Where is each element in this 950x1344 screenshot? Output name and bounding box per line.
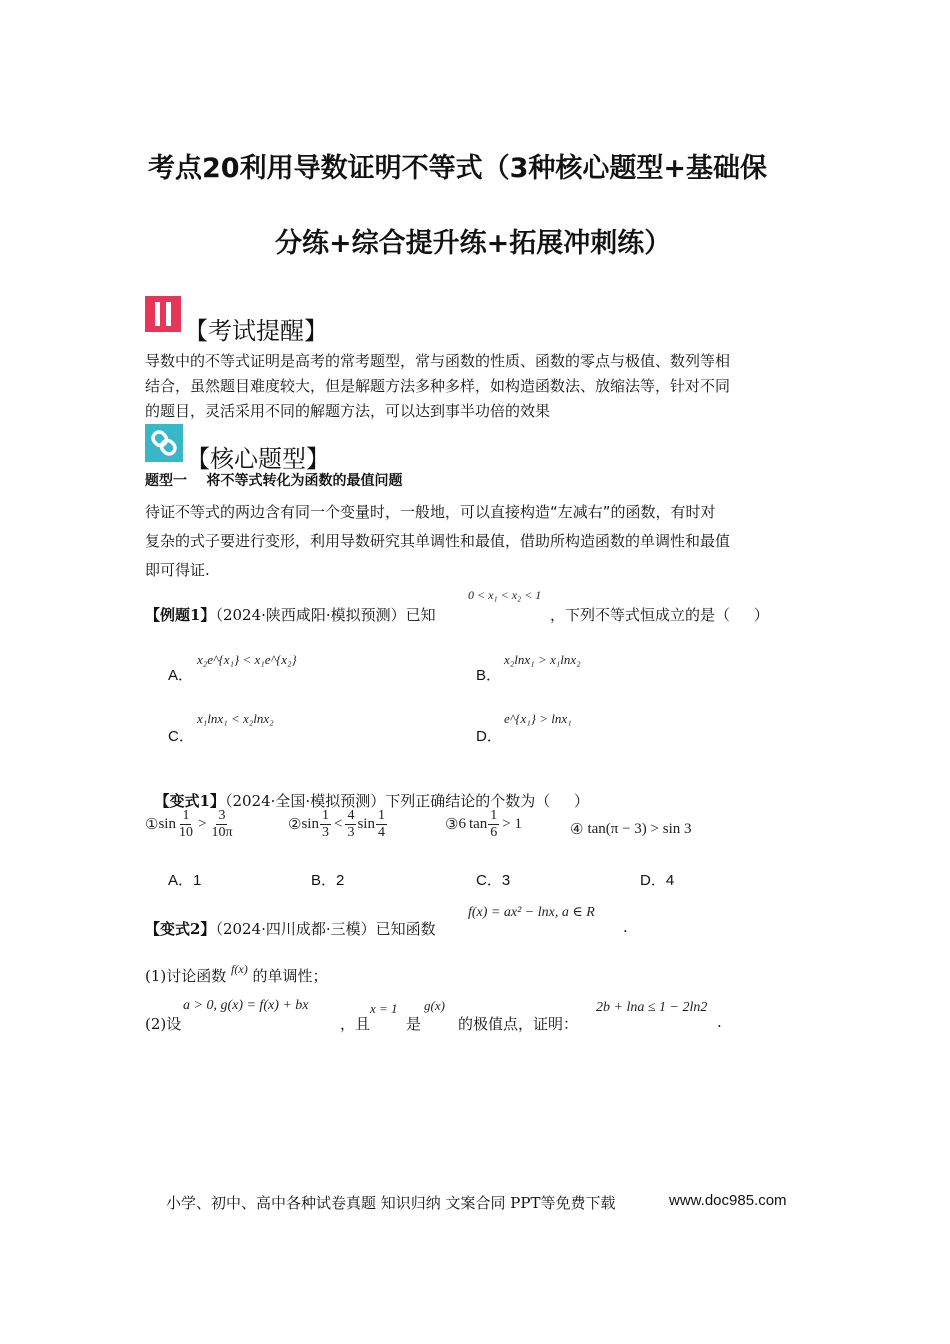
variant2-part2-mid1: ，且	[340, 1015, 371, 1033]
example1-source: （2024·陕西咸阳·模拟预测）已知	[215, 606, 436, 624]
numerator: 4	[347, 808, 355, 823]
variant2-stem	[145, 918, 436, 939]
variant2-part2-mid2: 是	[406, 1015, 422, 1033]
example1-option-d-letter: D．	[476, 728, 502, 745]
variant2-source: （2024·四川成都·三模）已知函数	[215, 920, 436, 938]
variant1-stem	[145, 772, 589, 811]
fraction	[345, 808, 356, 841]
type1-desc-line: 复杂的式子要进行变形，利用导数研究其单调性和最值，借助所构造函数的单调性和最值	[145, 532, 731, 550]
example1-option-d-expr: e^{x₁} > lnx₁	[504, 711, 572, 726]
fn-name: sin	[357, 816, 375, 832]
example1-option-b-expr: x₂lnx₁ > x₁lnx₂	[504, 652, 581, 667]
numerator: 1	[377, 808, 385, 823]
variant1-item-1	[145, 808, 236, 841]
denominator: 10	[178, 825, 193, 840]
fraction	[376, 808, 387, 841]
pause-bars-icon	[145, 296, 181, 332]
variant2-part2-condition: a > 0, g(x) = f(x) + bx	[183, 998, 309, 1013]
section-reminder-label: 【考试提醒】	[184, 317, 328, 345]
variant1-source: （2024·全国·模拟预测）下列正确结论的个数为（ ）	[224, 792, 590, 810]
variant1-option-b: B．2	[311, 872, 345, 889]
variant2-part2-x: x = 1	[370, 1001, 398, 1016]
link-chain-icon	[145, 424, 183, 462]
fraction	[177, 808, 195, 841]
variant1-item-2	[288, 808, 388, 841]
variant2-part2-g: g(x)	[424, 998, 445, 1013]
document-title-line1: 考点20利用导数证明不等式（3种核心题型+基础保	[148, 153, 767, 184]
reminder-line: 的题目，灵活采用不同的解题方法，可以达到事半功倍的效果	[145, 402, 551, 420]
fn-name: sin	[158, 816, 176, 832]
type1-desc-line: 待证不等式的两边含有同一个变量时，一般地，可以直接构造“左减右”的函数，有时对	[145, 503, 716, 521]
footer-text: 小学、初中、高中各种试卷真题 知识归纳 文案合同 PPT等免费下载	[166, 1194, 616, 1212]
type1-desc-line: 即可得证.	[145, 561, 210, 579]
denominator: 4	[377, 825, 385, 840]
denominator: 10π	[211, 825, 233, 840]
variant2-part2-end: .	[717, 1013, 722, 1031]
reminder-line: 结合，虽然题目难度较大，但是解题方法多种多样，如构造函数法、放缩法等，针对不同	[145, 377, 731, 395]
type1-heading: 题型一 将不等式转化为函数的最值问题	[145, 473, 403, 489]
fraction	[488, 808, 499, 841]
part1-func: f(x)	[231, 962, 248, 976]
type1-description	[145, 498, 815, 585]
numerator: 1	[490, 808, 498, 823]
denominator: 3	[347, 825, 355, 840]
denominator: 3	[321, 825, 329, 840]
numerator: 1	[321, 808, 329, 823]
variant1-option-a: A．1	[168, 872, 202, 889]
part1-suffix: 的单调性；	[252, 967, 328, 985]
item-expression: tan(π − 3) > sin 3	[587, 821, 692, 837]
fn-name: sin	[301, 816, 319, 832]
variant2-part2-mid3: 的极值点，证明：	[458, 1015, 579, 1033]
fraction	[209, 808, 234, 841]
reminder-line: 导数中的不等式证明是高考的常考题型，常与函数的性质、函数的零点与极值、数列等相	[145, 352, 731, 370]
fraction	[320, 808, 331, 841]
variant2-tag: 【变式2】	[145, 920, 216, 938]
item-marker: ②	[288, 817, 302, 833]
example1-condition: 0 < x₁ < x₂ < 1	[468, 588, 542, 602]
item-marker: ③	[445, 817, 459, 833]
example1-option-c-expr: x₁lnx₁ < x₂lnx₂	[197, 711, 274, 726]
footer-website-link[interactable]: www.doc985.com	[669, 1192, 787, 1209]
numerator: 1	[182, 808, 190, 823]
operator: >	[197, 816, 207, 832]
example1-stem	[145, 604, 436, 625]
fn-name: tan	[468, 816, 488, 832]
example1-tag: 【例题1】	[145, 606, 216, 624]
variant1-tag: 【变式1】	[154, 792, 225, 810]
item-marker: ①	[145, 817, 159, 833]
coefficient: 6	[458, 816, 466, 832]
variant1-option-d: D．4	[640, 872, 675, 889]
denominator: 6	[490, 825, 498, 840]
variant1-option-c: C．3	[476, 872, 511, 889]
variant1-item-4	[570, 820, 692, 839]
part1-prefix: (1)讨论函数	[145, 967, 227, 985]
example1-question: ，下列不等式恒成立的是（ ）	[550, 606, 769, 624]
variant2-end: .	[623, 918, 628, 936]
variant2-part2-prefix: (2)设	[145, 1015, 182, 1033]
numerator: 3	[218, 808, 226, 823]
example1-option-c-letter: C．	[168, 728, 194, 745]
operator: > 1	[502, 816, 522, 832]
variant2-part1	[145, 962, 328, 986]
variant1-item-3	[445, 808, 522, 841]
example1-option-a-letter: A．	[168, 667, 194, 684]
example1-option-b-letter: B．	[476, 667, 502, 684]
document-title-line2: 分练+综合提升练+拓展冲刺练）	[275, 228, 672, 259]
item-marker: ④	[570, 822, 584, 838]
example1-option-a-expr: x₂e^{x₁} < x₁e^{x₂}	[197, 652, 297, 667]
variant2-function: f(x) = ax² − lnx, a ∈ R	[468, 905, 595, 920]
operator: <	[333, 816, 343, 832]
section-core-label: 【核心题型】	[186, 445, 330, 473]
variant2-part2-inequality: 2b + lna ≤ 1 − 2ln2	[596, 1000, 708, 1015]
reminder-text	[145, 349, 815, 424]
